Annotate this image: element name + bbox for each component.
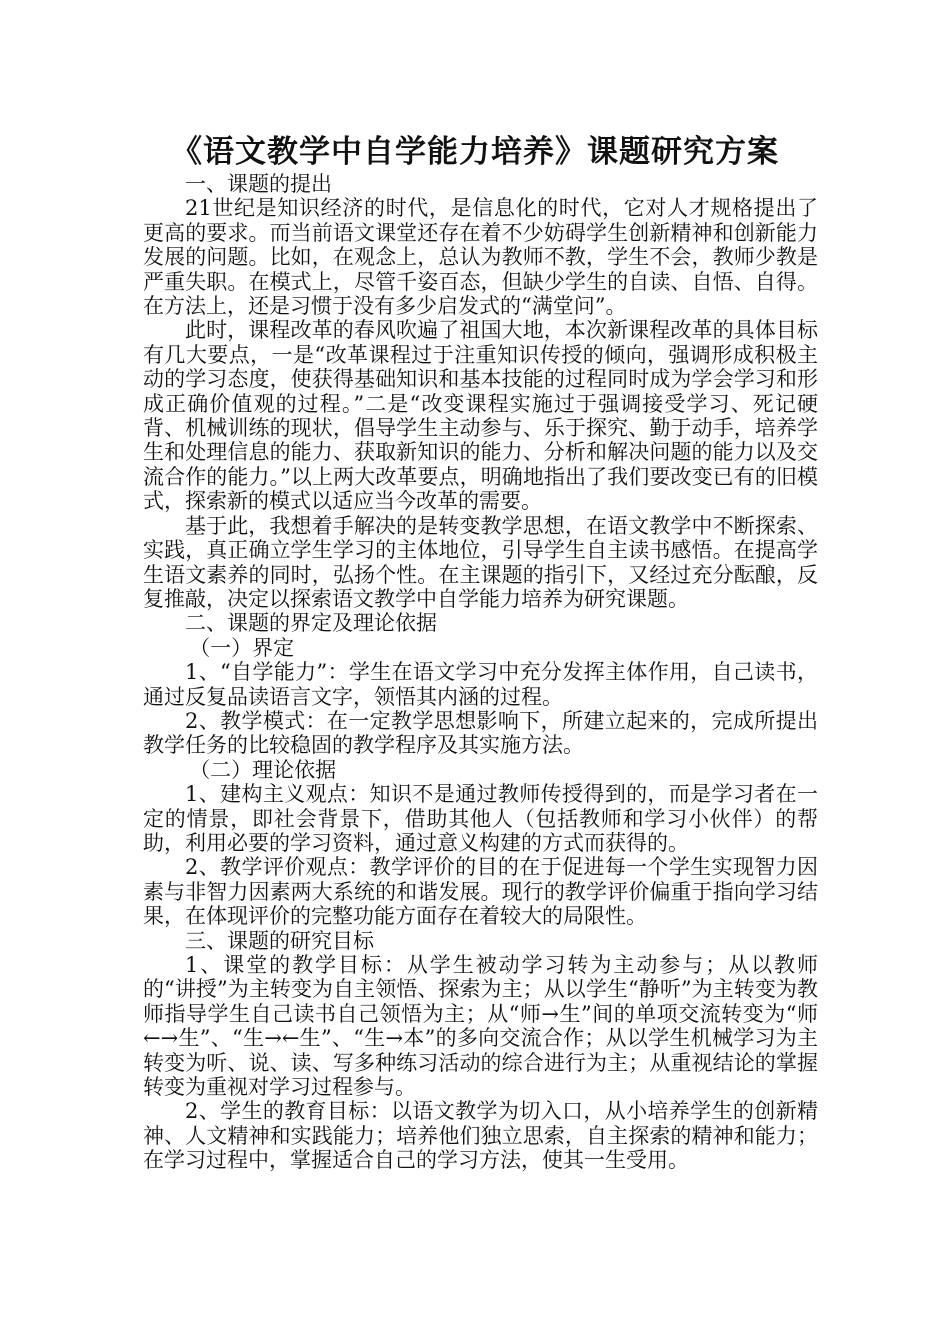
document-body — [143, 172, 818, 1173]
paragraph-goal-classroom: 1、课堂的教学目标：从学生被动学习转为主动参与；从以教师的“讲授”为主转变为自主领悟、探索为主；从以学生“静听”为主转变为教师指导学生自己读书自己领悟为主；从“师→生”间的单项交流转变为“师←→生”、“生→←生”、“生→本”的多向交流合作；从以学生机械学习为主转变为听、说、读、写多种练习活动的综合进行为主；从重视结论的掌握转变为重视对学习过程参与。 — [143, 953, 818, 1100]
heading-section-1: 一、课题的提出 — [185, 172, 332, 196]
paragraph-goal-student: 2、学生的教育目标：以语文教学为切入口，从小培养学生的创新精神、人文精神和实践能力；培养他们独立思索，自主探索的精神和能力；在学习过程中，掌握适合自己的学习方法，使其一生受用。 — [143, 1099, 818, 1173]
paragraph-definition-self-study: 1、“自学能力”：学生在语文学习中充分发挥主体作用，自己读书，通过反复品读语言文字，领悟其内涵的过程。 — [143, 660, 818, 709]
paragraph-definition-teaching-mode: 2、教学模式：在一定教学思想影响下，所建立起来的，完成所提出教学任务的比较稳固的教学程序及其实施方法。 — [143, 708, 818, 758]
paragraph-curriculum-reform: 此时，课程改革的春风吹遍了祖国大地，本次新课程改革的具体目标有几大要点，一是“改革课程过于注重知识传授的倾向，强调形成积极主动的学习态度，使获得基础知识和基本技能的过程同时成为学会学习和形成正确价值观的过程。”二是“改变课程实施过于强调接受学习、死记硬背、机械训练的现状，倡导学生主动参与、乐于探究、勤于动手，培养学生和处理信息的能力、获取新知识的能力、分析和解决问题的能力以及交流合作的能力。”以上两大改革要点，明确地指出了我们要改变已有的旧模式，探索新的模式以适应当今改革的需要。 — [143, 318, 818, 514]
heading-subsection-definition: （一）界定 — [189, 635, 295, 660]
paragraph-theory-evaluation: 2、教学评价观点：教学评价的目的在于促进每一个学生实现智力因素与非智力因素两大系统的和谐发展。现行的教学评价偏重于指向学习结果，在体现评价的完整功能方面存在着较大的局限性。 — [143, 855, 818, 929]
paragraph-theory-constructivism: 1、建构主义观点：知识不是通过教师传授得到的，而是学习者在一定的情景，即社会背景下，借助其他人（包括教师和学习小伙伴）的帮助，利用必要的学习资料，通过意义构建的方式而获得的。 — [143, 782, 818, 855]
heading-section-3: 三、课题的研究目标 — [185, 928, 374, 953]
paragraph-research-topic: 基于此，我想着手解决的是转变教学思想，在语文教学中不断探索、实践，真正确立学生学习的主体地位，引导学生自主读书感悟。在提高学生语文素养的同时，弘扬个性。在主课题的指引下，又经过充分酝酿，反复推敲，决定以探索语文教学中自学能力培养为研究课题。 — [143, 513, 818, 611]
paragraph-background: 21世纪是知识经济的时代，是信息化的时代，它对人才规格提出了更高的要求。而当前语文课堂还存在着不少妨碍学生创新精神和创新能力发展的问题。比如，在观念上，总认为教师不教，学生不会，教师少教是严重失职。在模式上，尽管千姿百态，但缺少学生的自读、自悟、自得。在方法上，还是习惯于没有多少启发式的“满堂问”。 — [143, 196, 818, 319]
heading-subsection-theory: （二）理论依据 — [189, 757, 337, 782]
document-title: 《语文教学中自学能力培养》课题研究方案 — [171, 134, 779, 170]
heading-section-2: 二、课题的界定及理论依据 — [185, 611, 437, 636]
